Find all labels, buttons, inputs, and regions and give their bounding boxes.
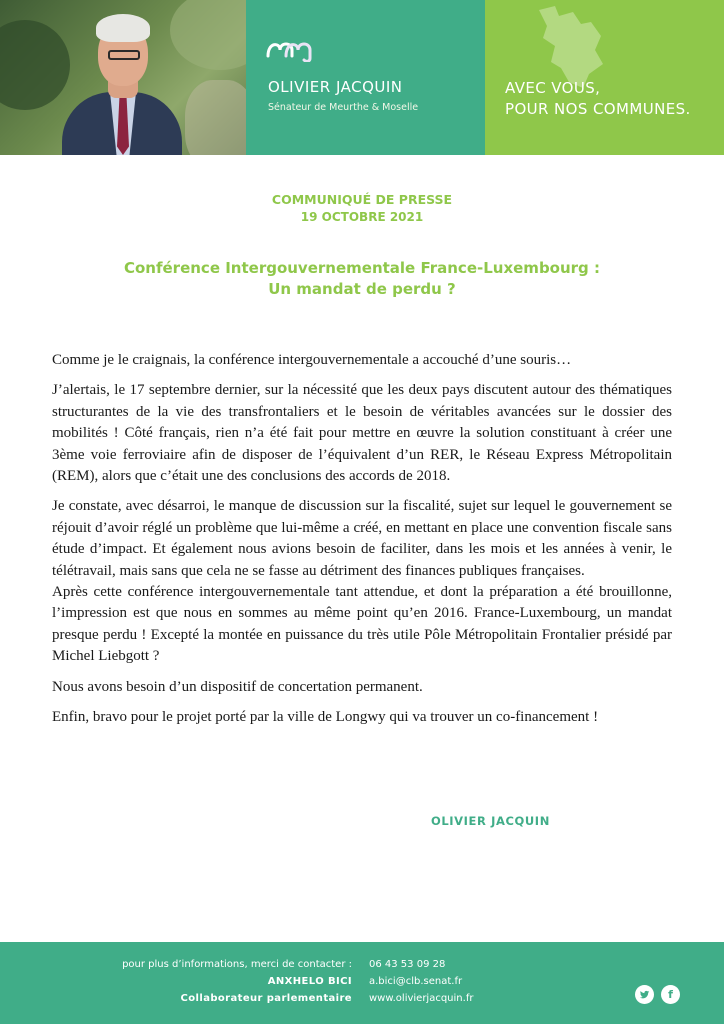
page-footer [0, 942, 724, 1024]
contact-line: pour plus d’informations, merci de contacter : [122, 959, 352, 970]
phone-number: 06 43 53 09 28 [369, 959, 446, 970]
press-release-date: 19 OCTOBRE 2021 [300, 210, 424, 224]
senator-name: OLIVIER JACQUIN [268, 78, 403, 96]
press-body [52, 350, 672, 738]
paragraph: Je constate, avec désarroi, le manque de discussion sur la fiscalité, sujet sur lequel le gouvernement se réjouit d’avoir réglé un problème que lui-même a créé, en mettant en place une convention fiscale sans étude d’impact. Et également nous avions besoin de faciliter, dans les mois et les années à venir, le télétravail, mais sans que cela ne se fasse au détriment des finances publiques françaises. [52, 498, 672, 579]
contact-block [122, 956, 352, 1007]
facebook-icon[interactable]: f [661, 985, 680, 1004]
paragraph: Nous avons besoin d’un dispositif de concertation permanent. [52, 678, 423, 695]
twitter-icon[interactable] [635, 985, 654, 1004]
paragraph: J’alertais, le 17 septembre dernier, sur la nécessité que les deux pays discutent autour des thématiques structurantes de la vie des transfrontaliers et le besoin de véritables avancées sur le dossier des mobilités ! Côté français, rien n’a été fait pour mettre en œuvre la solution constituant à créer une 3ème voie ferroviaire afin de disposer de l’équivalent d’un RER, le Réseau Express Métropolitain (REM), alors que c’était une des conclusions des accords de 2018. [52, 382, 672, 485]
press-release-label: COMMUNIQUÉ DE PRESSE [271, 192, 453, 207]
contact-name: ANXHELO BICI [267, 976, 352, 987]
email-link[interactable]: a.bici@clb.senat.fr [369, 976, 463, 987]
website-link[interactable]: www.olivierjacquin.fr [369, 993, 474, 1004]
contact-role: Collaborateur parlementaire [180, 993, 352, 1004]
senator-role: Sénateur de Meurthe & Moselle [268, 102, 419, 113]
slogan: AVEC VOUS, POUR NOS COMMUNES. [505, 79, 691, 118]
paragraph: Enfin, bravo pour le projet porté par la ville de Longwy qui va trouver un co-financement ! [52, 709, 599, 726]
identity-panel [246, 0, 485, 155]
senator-portrait [0, 0, 246, 155]
contact-details [369, 956, 473, 1007]
paragraph: Comme je le craignais, la conférence intergouvernementale a accouché d’une souris… [52, 352, 572, 368]
slogan-panel [485, 0, 724, 155]
page-title: Conférence Intergouvernementale France-Luxembourg : Un mandat de perdu ? [123, 259, 601, 298]
signature: OLIVIER JACQUIN [431, 814, 550, 828]
page-header [0, 0, 724, 155]
logo-icon [266, 36, 314, 62]
paragraph: Après cette conférence intergouvernementale tant attendue, et dont la préparation a été brouillonne, l’impression est que nous en sommes au même point qu’en 2016. France-Luxembourg, un mandat presque perdu ! Excepté la montée en puissance du très utile Pôle Métropolitain Frontalier présidé par Michel Liebgott ? [52, 584, 672, 665]
